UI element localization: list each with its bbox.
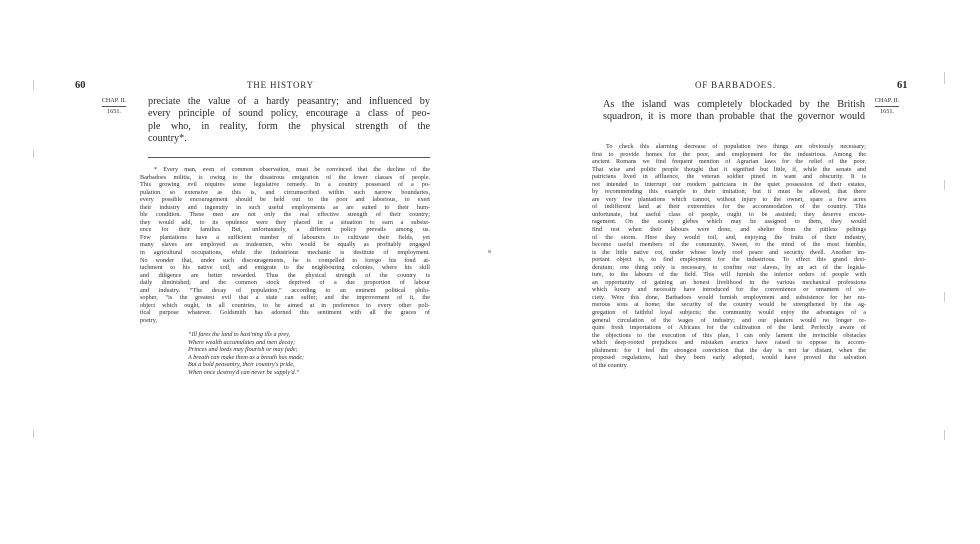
body-text bbox=[603, 99, 865, 124]
footnote-line: tachment to his native soil, and emigrate to the neighbouring colonies, where his skill bbox=[140, 264, 430, 272]
footnote-line: an opportunity of gaining an honest livelihood in the various mechanical professions bbox=[592, 278, 866, 286]
footnote-line: find rest when their labours were done, and shelter from the pitiless peltings bbox=[592, 226, 866, 234]
footnote-line: is the little native cot, under whose lowly roof peace and security dwell. Another im- bbox=[592, 248, 866, 256]
footnote-line: That wise and politic people thought that it signified but little, if, while the senate and bbox=[592, 165, 866, 173]
margin-note-chapter: CHAP. II. bbox=[102, 98, 127, 107]
scan-mark bbox=[944, 72, 945, 84]
footnote-line: tical purpose whatever. Goldsmith has adorned this sentiment with all the graces of bbox=[140, 309, 430, 317]
scan-mark bbox=[944, 180, 945, 190]
poem bbox=[188, 331, 388, 376]
footnote-line: by recommending this example to their imitation; but it must be allowed, that there bbox=[592, 188, 866, 196]
footnote-line: not intended to interrupt our modern patricians in the quiet possession of their estates, bbox=[592, 180, 866, 188]
footnote-line: This growing evil requires some legislative remedy. In a country possessed of a po- bbox=[140, 181, 430, 189]
footnote-line: unfortunate, but useful class of people, ought to be assisted; they deserve encou- bbox=[592, 210, 866, 218]
running-head: THE HISTORY bbox=[247, 80, 314, 90]
footnote-line: ragement. On the scanty glebes which may be assigned to them, they would bbox=[592, 218, 866, 226]
footnote-line: which deep-rooted prejudices and mistaken avarice have raised to oppose its accom- bbox=[592, 339, 866, 347]
footnote-line: the objections to the execution of this plan, I can only lament the invincible obstacles bbox=[592, 331, 866, 339]
margin-note bbox=[95, 98, 133, 116]
footnote-line: and industry. “The decay of population,” according to an eminent political philo- bbox=[140, 286, 430, 294]
running-head: OF BARBADOES. bbox=[695, 80, 776, 90]
footnote-line: poetry, bbox=[140, 316, 157, 324]
body-line: squadron, it is more than probable that the governor would bbox=[603, 111, 865, 123]
footnote-line: deratum; one thing only is necessary, to confine our slaves, by an act of the legisla- bbox=[592, 263, 866, 271]
footnote-line: * Every man, even of common observation, must be convinced that the decline of the bbox=[154, 166, 430, 173]
footnote-line: are very few plantations which cannot, without injury to the owner, spare a few acres bbox=[592, 195, 866, 203]
footnote-line: ancient Romans we find frequent mention of Agrarian laws for the relief of the poor. bbox=[592, 158, 866, 166]
footnote-line: become useful members of the community. Sweet, to the mind of the most humble, bbox=[592, 241, 866, 249]
poem-line: A breath can make them as a breath has made; bbox=[188, 353, 305, 361]
footnote-line: ence for their families. But, unfortunately, a different policy prevails among us. bbox=[140, 226, 430, 234]
footnote-line: Few plantations have a sufficient number of labourers to cultivate their fields, yet bbox=[140, 233, 430, 241]
footnote-line: quire fresh importations of Africans for the cultivation of the land. Perfectly aware of bbox=[592, 324, 866, 332]
page-number: 60 bbox=[75, 80, 86, 91]
poem-line: When once destroy'd can never be supply'd.” bbox=[188, 368, 300, 376]
footnote-line: proposed regulations, had they been early adopted, would have proved the salvation bbox=[592, 354, 866, 362]
footnote-line: general circulation of the wages of industry; and our planters would no longer re- bbox=[592, 316, 866, 324]
body-line: every principle of sound policy, encourage a class of peo- bbox=[148, 108, 430, 120]
footnote-rule bbox=[148, 157, 430, 158]
footnote-line: ture, to the labours of the field. This will furnish the inferior orders of people with bbox=[592, 271, 866, 279]
footnote-line: ciety. Were this done, Barbadoes would furnish employment and subsistence for her nu- bbox=[592, 293, 866, 301]
page-number: 61 bbox=[897, 80, 908, 91]
footnote-line: sopher, “is the greatest evil that a state can suffer; and the improvement of it, the bbox=[140, 294, 430, 302]
footnote-line: every possible encouragement should be held out to the poor and laborious, to exert bbox=[140, 196, 430, 204]
footnote-line: of indifferent land at their extremities for the accommodation of the country. This bbox=[592, 203, 866, 211]
footnote-line: No wonder that, under such discouragements, he is compelled to forego his fond at- bbox=[140, 256, 430, 264]
footnote-line: Barbadoes militia, is owing to the disastrous emigration of the lower classes of people. bbox=[140, 173, 430, 181]
footnote-line: portant object is, to find employment for the industrious. To effect this grand desi- bbox=[592, 256, 866, 264]
footnote bbox=[592, 143, 866, 369]
footnote-line: they would add, to its opulence were they placed in a situation to earn a subsist- bbox=[140, 218, 430, 226]
footnote-line: of the storm. Here they would toil, and, enjoying the fruits of their industry, bbox=[592, 233, 866, 241]
margin-note bbox=[868, 98, 906, 116]
scan-mark bbox=[944, 292, 945, 302]
body-text bbox=[148, 96, 430, 146]
body-line: country*. bbox=[148, 133, 187, 145]
margin-note-year: 1651. bbox=[107, 107, 121, 115]
footnote-line: gregation of faithful loyal subjects; the community would enjoy the advantages of a bbox=[592, 309, 866, 317]
footnote-line: pulation so extensive as this is, and circumscribed within such narrow boundaries, bbox=[140, 188, 430, 196]
footnote-line: and diligence are better rewarded. Thus the physical strength of the country is bbox=[140, 271, 430, 279]
footnote-line: many slaves are employed as tradesmen, who would be equally as profitably engaged bbox=[140, 241, 430, 249]
scan-mark bbox=[33, 80, 34, 90]
scan-mark bbox=[944, 430, 945, 440]
footnote-line: of the country. bbox=[592, 361, 628, 369]
body-line: preciate the value of a hardy peasantry; and influenced by bbox=[148, 96, 430, 107]
poem-line: Princes and lords may flourish or may fade; bbox=[188, 346, 298, 354]
right-page bbox=[490, 0, 980, 544]
footnote-line: their industry and ingenuity in such useful employments as are suited to their hum- bbox=[140, 203, 430, 211]
body-line: As the island was completely blockaded by the British bbox=[603, 99, 865, 110]
footnote-line: in agricultural occupations, while the industrious mechanic is destitute of employment. bbox=[140, 249, 430, 257]
footnote-line: first to provide homes for the poor, and employment for the industrious. Among the bbox=[592, 150, 866, 158]
body-line: ple who, in reality, form the physical strength of the bbox=[148, 120, 430, 132]
margin-note-chapter: CHAP. II. bbox=[875, 98, 900, 107]
poem-line: “Ill fares the land to hast'ning ills a prey, bbox=[188, 331, 291, 338]
footnote-line: To check this alarming decrease of population two things are obviously necessary; bbox=[606, 143, 866, 150]
footnote-line: plishment: for I feel the strongest conviction that the day is not far distant, when the bbox=[592, 346, 866, 354]
margin-note-year: 1651. bbox=[880, 107, 894, 115]
scan-mark bbox=[33, 430, 34, 438]
scan-mark bbox=[33, 150, 34, 158]
footnote-line: merous sons at home; the security of the country would be strengthened by the ag- bbox=[592, 301, 866, 309]
footnote-line: which luxury and necessity have introduced for the convenience or ornament of so- bbox=[592, 286, 866, 294]
footnote-line: ble condition. These men are not only the real effective strength of their country; bbox=[140, 211, 430, 219]
footnote-line: object which ought, in all countries, to be aimed at in preference to every other poli- bbox=[140, 301, 430, 309]
footnote-line: daily diminished; and the common stock deprived of a due proportion of labour bbox=[140, 279, 430, 287]
poem-line: But a bold peasantry, their country's pride, bbox=[188, 361, 295, 369]
footnote-line: patricians lived in affluence, the veteran soldier pined in want and obscurity. It is bbox=[592, 173, 866, 181]
footnote bbox=[140, 166, 430, 324]
poem-line: Where wealth accumulates and men decay; bbox=[188, 338, 296, 346]
